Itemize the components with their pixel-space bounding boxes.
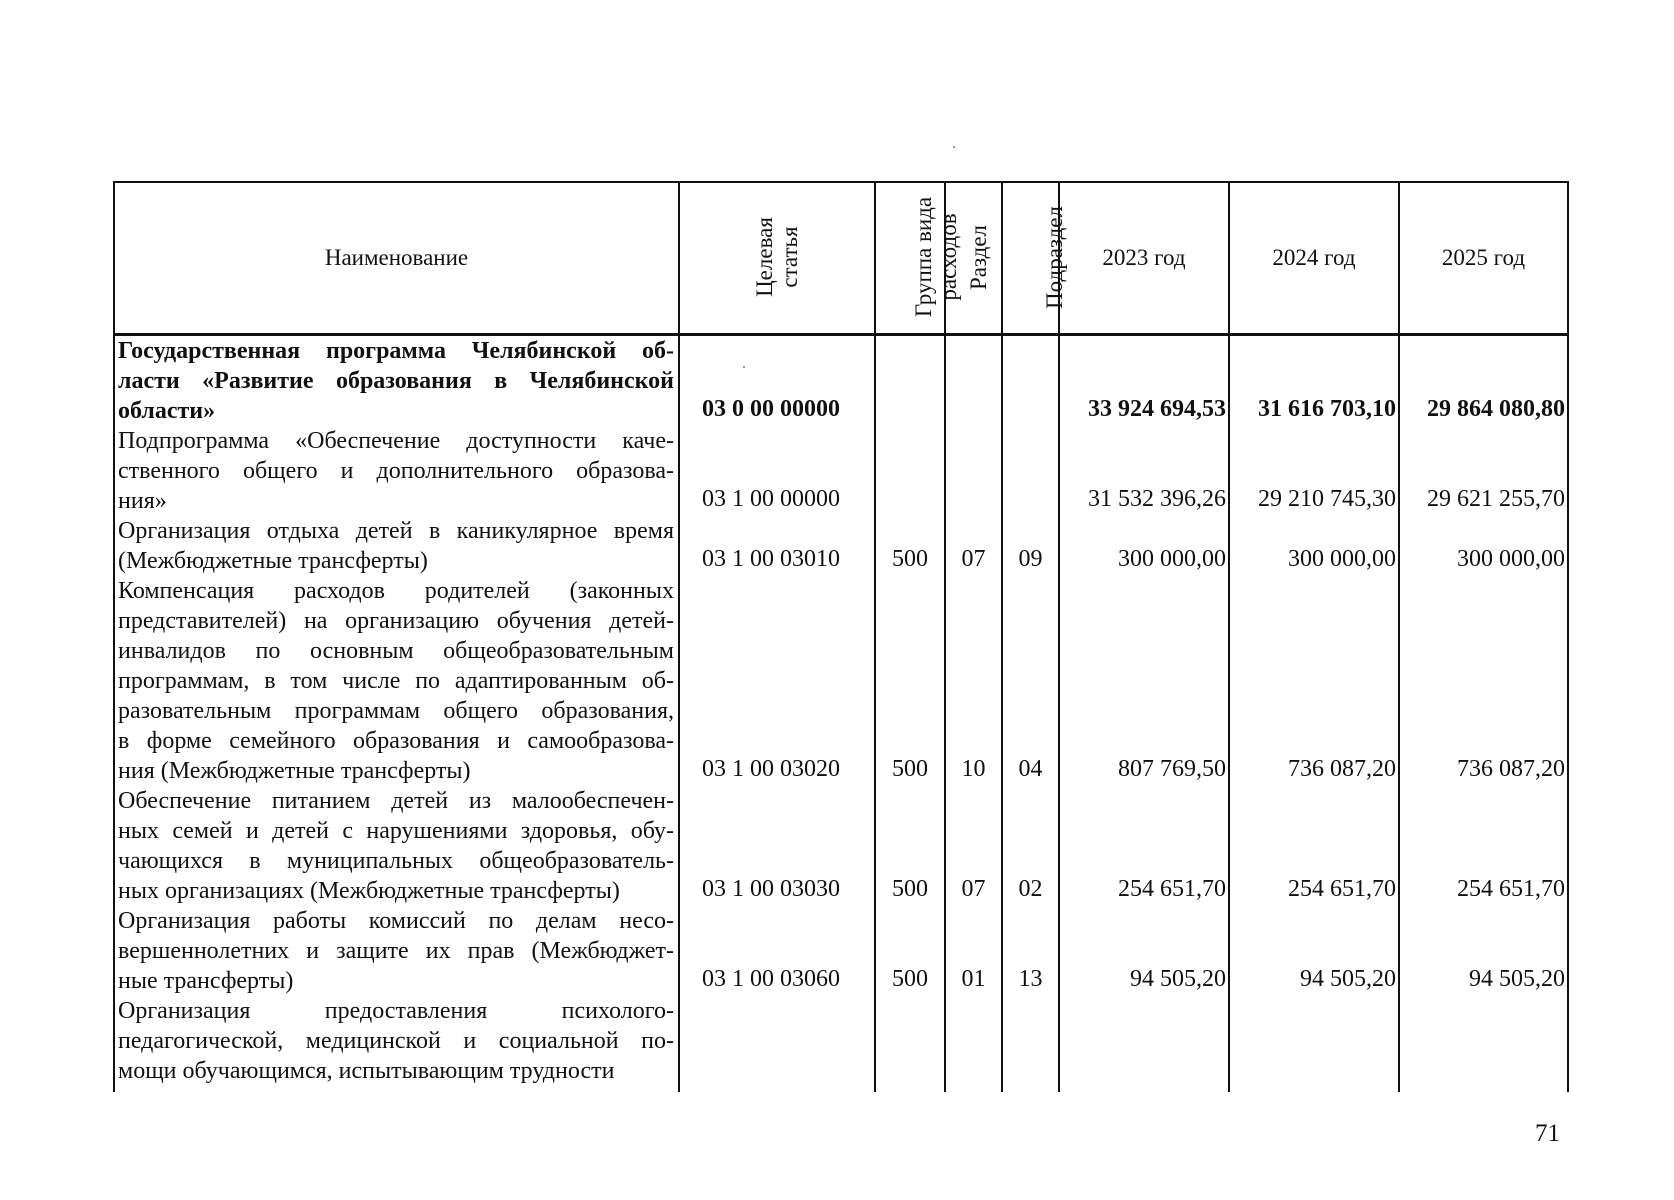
- row-expense-group: [875, 996, 945, 1092]
- header-target-article-label: [752, 217, 802, 297]
- row-name: [114, 426, 679, 516]
- header-2024: [1229, 182, 1399, 335]
- row-expense-group: 500: [875, 516, 945, 576]
- row-name-line: области»: [118, 398, 216, 424]
- row-name-line: (Межбюджетные трансферты): [118, 548, 428, 574]
- row-amount-2024: 94 505,20: [1229, 906, 1399, 996]
- row-amount-2023: 254 651,70: [1059, 786, 1229, 906]
- row-amount-2025: 254 651,70: [1399, 786, 1568, 906]
- row-target-article: 03 1 00 00000: [679, 426, 875, 516]
- row-name: [114, 906, 679, 996]
- row-expense-group: 500: [875, 906, 945, 996]
- header-subsection: [1002, 182, 1067, 335]
- row-section: 07: [945, 516, 1002, 576]
- header-name-label: Наименование: [324, 245, 469, 270]
- row-target-article: 03 1 00 03010: [679, 516, 875, 576]
- row-name: [114, 996, 679, 1092]
- row-name-line: ния (Межбюджетные трансферты): [118, 758, 471, 784]
- table-row: [114, 426, 1568, 516]
- table-row: [114, 335, 1568, 427]
- row-name-line: представителей) на организацию обучения детей-: [118, 608, 674, 634]
- row-name-line: в форме семейного образования и самообразова-: [118, 728, 674, 754]
- header-name: [114, 182, 679, 335]
- row-amount-2023: 807 769,50: [1059, 576, 1229, 786]
- row-amount-2025: 29 621 255,70: [1399, 426, 1568, 516]
- row-name: [114, 516, 679, 576]
- page-number: 71: [1535, 1120, 1560, 1147]
- header-expense-group: [875, 182, 962, 335]
- header-target-article-line2: статья: [776, 225, 802, 288]
- row-amount-2024: 736 087,20: [1229, 576, 1399, 786]
- row-section: 01: [945, 906, 1002, 996]
- row-amount-2024: 29 210 745,30: [1229, 426, 1399, 516]
- row-name-line: вершеннолетних и защите их прав (Межбюджет-: [118, 938, 674, 964]
- row-name-line: ные трансферты): [118, 968, 294, 994]
- row-amount-2025: 94 505,20: [1399, 906, 1568, 996]
- row-subsection: 02: [1002, 786, 1059, 906]
- row-name: [114, 335, 679, 427]
- row-amount-2023: 31 532 396,26: [1059, 426, 1229, 516]
- row-amount-2023: 94 505,20: [1059, 906, 1229, 996]
- row-name-line: программам, в том числе по адаптированным об-: [118, 668, 674, 694]
- row-amount-2024: 300 000,00: [1229, 516, 1399, 576]
- row-name-line: инвалидов по основным общеобразовательным: [118, 638, 674, 664]
- row-section: 07: [945, 786, 1002, 906]
- row-expense-group: 500: [875, 786, 945, 906]
- row-amount-2025: 29 864 080,80: [1399, 335, 1568, 427]
- header-2025-label: 2025 год: [1441, 245, 1526, 270]
- row-target-article: 03 1 00 03060: [679, 906, 875, 996]
- row-name-line: Организация работы комиссий по делам несо-: [118, 908, 674, 934]
- header-2023: [1059, 182, 1229, 335]
- row-name-line: Государственная программа Челябинской об-: [118, 338, 674, 364]
- row-name-line: мощи обучающимся, испытывающим трудности: [118, 1058, 615, 1084]
- header-expense-group-line1: Группа вида: [911, 196, 937, 317]
- row-amount-2023: 300 000,00: [1059, 516, 1229, 576]
- row-target-article: 03 1 00 03030: [679, 786, 875, 906]
- header-2024-label: 2024 год: [1272, 245, 1356, 270]
- row-subsection: [1002, 335, 1059, 427]
- table-header-row: [114, 182, 1568, 335]
- header-expense-group-line2: расходов: [936, 212, 962, 301]
- row-expense-group: 500: [875, 576, 945, 786]
- row-target-article: 03 1 00 03020: [679, 576, 875, 786]
- row-expense-group: [875, 335, 945, 427]
- row-amount-2024: 31 616 703,10: [1229, 335, 1399, 427]
- row-target-article: 03 0 00 00000: [679, 335, 875, 427]
- row-amount-2023: 33 924 694,53: [1059, 335, 1229, 427]
- row-name-line: ных семей и детей с нарушениями здоровья, обу-: [118, 818, 674, 844]
- row-amount-2025: [1399, 996, 1568, 1092]
- row-subsection: 04: [1002, 576, 1059, 786]
- row-name-line: ния»: [118, 488, 167, 514]
- row-subsection: [1002, 426, 1059, 516]
- row-amount-2024: 254 651,70: [1229, 786, 1399, 906]
- row-amount-2024: [1229, 996, 1399, 1092]
- row-target-article: [679, 996, 875, 1092]
- row-name: [114, 576, 679, 786]
- header-section: [945, 182, 1002, 335]
- row-name-line: чающихся в муниципальных общеобразователь-: [118, 848, 674, 874]
- row-name-line: разовательным программам общего образования,: [118, 698, 674, 724]
- header-2023-label: 2023 год: [1102, 245, 1186, 270]
- row-subsection: 13: [1002, 906, 1059, 996]
- table-row: [114, 906, 1568, 996]
- header-2025: [1399, 182, 1568, 335]
- budget-table: [113, 181, 1569, 1092]
- row-name-line: Компенсация расходов родителей (законных: [118, 578, 674, 604]
- table-row: [114, 786, 1568, 906]
- row-subsection: 09: [1002, 516, 1059, 576]
- row-section: [945, 426, 1002, 516]
- row-name-line: Организация предоставления психолого-: [118, 998, 674, 1024]
- row-name-line: педагогической, медицинской и социальной по-: [118, 1028, 674, 1054]
- row-name-line: ласти «Развитие образования в Челябинской: [118, 368, 674, 394]
- row-section: [945, 996, 1002, 1092]
- table-body: [114, 335, 1568, 1093]
- scan-artifact: [953, 146, 955, 148]
- header-subsection-label: Подраздел: [1041, 206, 1067, 309]
- row-subsection: [1002, 996, 1059, 1092]
- row-amount-2023: [1059, 996, 1229, 1092]
- row-name: [114, 786, 679, 906]
- row-amount-2025: 300 000,00: [1399, 516, 1568, 576]
- row-name-line: ных организациях (Межбюджетные трансферты): [118, 878, 620, 904]
- row-name-line: Обеспечение питанием детей из малообеспечен-: [118, 788, 674, 814]
- row-amount-2025: 736 087,20: [1399, 576, 1568, 786]
- table-row: [114, 576, 1568, 786]
- row-expense-group: [875, 426, 945, 516]
- row-name-line: Подпрограмма «Обеспечение доступности каче-: [118, 428, 674, 454]
- header-target-article-line1: Целевая: [751, 216, 777, 297]
- row-name-line: ственного общего и дополнительного образова-: [118, 458, 674, 484]
- header-section-label: Раздел: [966, 224, 992, 291]
- row-section: [945, 335, 1002, 427]
- header-target-article: [679, 182, 875, 335]
- row-section: 10: [945, 576, 1002, 786]
- table-row: [114, 996, 1568, 1092]
- table-row: [114, 516, 1568, 576]
- row-name-line: Организация отдыха детей в каникулярное время: [118, 518, 674, 544]
